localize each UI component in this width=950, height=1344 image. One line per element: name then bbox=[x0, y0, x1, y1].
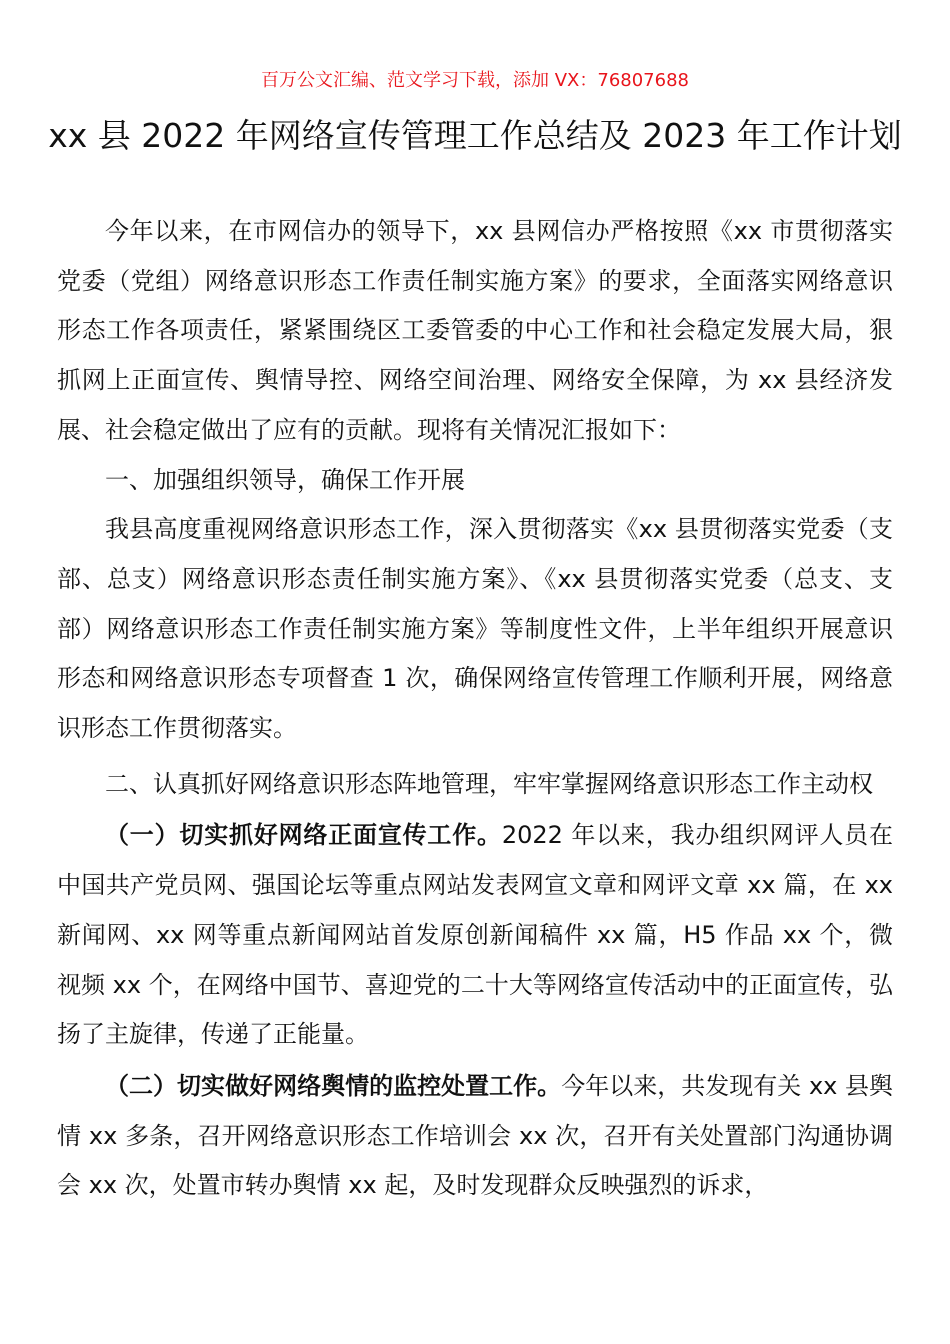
section-2-item-1 bbox=[57, 811, 893, 1060]
intro-paragraph: 今年以来，在市网信办的领导下，xx 县网信办严格按照《xx 市贯彻落实党委（党组）网络意识形态工作责任制实施方案》的要求，全面落实网络意识形态工作各项责任，紧紧围绕区工委管委的中心工作和社会稳定发展大局，狠抓网上正面宣传、舆情导控、网络空间治理、网络安全保障，为 xx 县经济发展、社会稳定做出了应有的贡献。现将有关情况汇报如下： bbox=[57, 217, 893, 444]
section-2-heading: 二、认真抓好网络意识形态阵地管理，牢牢掌握网络意识形态工作主动权 bbox=[105, 769, 873, 798]
promo-banner: 百万公文汇编、范文学习下载，添加 VX：76807688 bbox=[261, 70, 689, 91]
section-2-item-2-body: 今年以来，共发现有关 xx 县舆情 xx 多条，召开网络意识形态工作培训会 xx 次，召开有关处置部门沟通协调会 xx 次，处置市转办舆情 xx 起，及时发现群众反映强烈的诉求， bbox=[57, 1071, 893, 1200]
section-2-item-2-lead: （二）切实做好网络舆情的监控处置工作。 bbox=[105, 1071, 562, 1100]
document-body bbox=[57, 207, 893, 1211]
section-1-paragraph: 我县高度重视网络意识形态工作，深入贯彻落实《xx 县贯彻落实党委（支部、总支）网络意识形态责任制实施方案》、《xx 县贯彻落实党委（总支、支部）网络意识形态工作责任制实施方案》等制度性文件，上半年组织开展意识形态和网络意识形态专项督查 1 次，确保网络宣传管理工作顺利开展，网络意识形态工作贯彻落实。 bbox=[57, 515, 893, 743]
section-2-item-1-lead: （一）切实抓好网络正面宣传工作。 bbox=[105, 821, 502, 850]
section-2-item-1-body: 2022 年以来，我办组织网评人员在中国共产党员网、强国论坛等重点网站发表网宣文章和网评文章 xx 篇，在 xx 新闻网、xx 网等重点新闻网站首发原创新闻稿件 xx 篇，H5 作品 xx 个，微视频 xx 个，在网络中国节、喜迎党的二十大等网络宣传活动中的正面宣传，弘扬了主旋律，传递了正能量。 bbox=[57, 821, 893, 1049]
section-2-item-2 bbox=[57, 1062, 893, 1211]
document-title: xx 县 2022 年网络宣传管理工作总结及 2023 年工作计划 bbox=[48, 116, 902, 155]
section-1-heading: 一、加强组织领导，确保工作开展 bbox=[105, 465, 465, 494]
